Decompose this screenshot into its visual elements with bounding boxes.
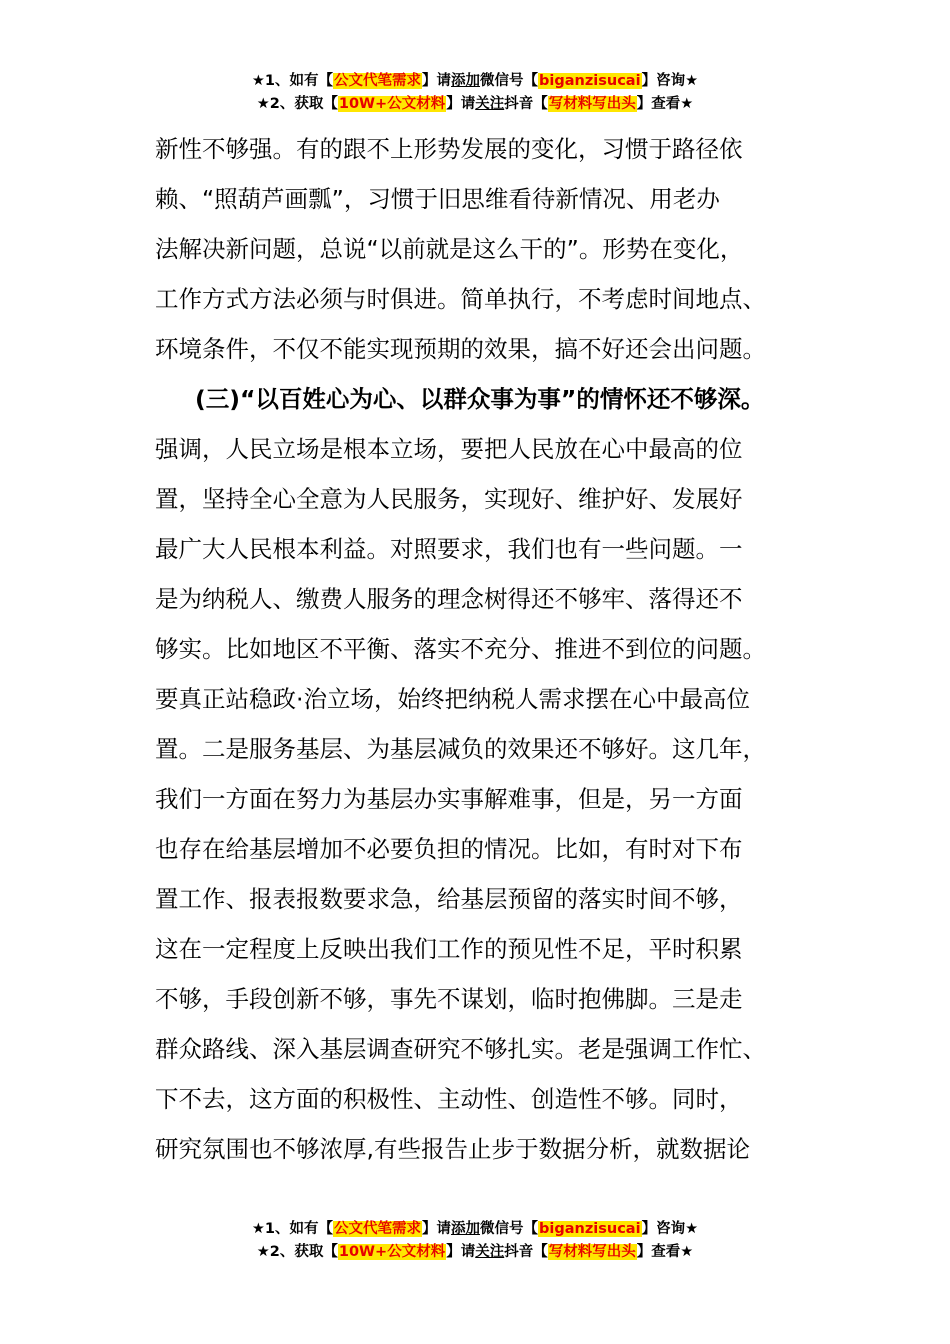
body-line: 强调，人民立场是根本立场，要把人民放在心中最高的位: [155, 435, 743, 463]
body-line: 工作方式方法必须与时俱进。简单执行，不考虑时间地点、: [155, 285, 766, 313]
body-line: 置工作、报表报数要求急，给基层预留的落实时间不够，: [155, 885, 743, 913]
body-line: 新性不够强。有的跟不上形势发展的变化，习惯于路径依: [155, 135, 743, 163]
banner-text: 抖音【: [504, 1244, 548, 1260]
body-line: 也存在给基层增加不必要负担的情况。比如，有时对下布: [155, 835, 743, 863]
banner-line-2: [0, 1241, 950, 1264]
banner-text: 微信号【: [480, 1221, 539, 1237]
banner-text: 】咨询★: [641, 73, 699, 89]
footer-banner: [0, 1218, 950, 1264]
banner-line-1: [0, 1218, 950, 1241]
body-line: 是为纳税人、缴费人服务的理念树得还不够牢、落得还不: [155, 585, 743, 613]
highlight-douyin-account: 写材料写出头: [548, 96, 636, 112]
body-line: 法解决新问题，总说“以前就是这么干的”。形势在变化，: [155, 235, 744, 263]
banner-text: ★1、如有【: [251, 73, 334, 89]
body-line: 置。二是服务基层、为基层减负的效果还不够好。这几年，: [155, 735, 766, 763]
body-line: 置，坚持全心全意为人民服务，实现好、维护好、发展好: [155, 485, 743, 513]
body-line: 群众路线、深入基层调查研究不够扎实。老是强调工作忙、: [155, 1035, 766, 1063]
highlight-materials: 10W+公文材料: [338, 1244, 446, 1260]
banner-text: ★2、获取【: [256, 1244, 338, 1260]
banner-text: 抖音【: [504, 96, 548, 112]
section-heading: (三)“以百姓心为心、以群众事为事”的情怀还不够深。: [195, 385, 765, 413]
banner-text-underlined: 关注: [475, 1244, 505, 1260]
banner-text: 】查看★: [636, 1244, 694, 1260]
highlight-douyin-account: 写材料写出头: [548, 1244, 636, 1260]
body-line: 研究氛围也不够浓厚,有些报告止步于数据分析，就数据论: [155, 1135, 750, 1163]
banner-line-1: [0, 70, 950, 93]
banner-text: 】请: [422, 73, 452, 89]
banner-text: 】查看★: [636, 96, 694, 112]
body-line: 最广大人民根本利益。对照要求，我们也有一些问题。一: [155, 535, 743, 563]
body-line: 够实。比如地区不平衡、落实不充分、推进不到位的问题。: [155, 635, 766, 663]
banner-text: 】请: [446, 96, 476, 112]
banner-text: 微信号【: [480, 73, 539, 89]
banner-line-2: [0, 93, 950, 116]
banner-text: 】咨询★: [641, 1221, 699, 1237]
body-line: 赖、“照葫芦画瓢”，习惯于旧思维看待新情况、用老办: [155, 185, 720, 213]
highlight-wechat-id: biganzisucai: [539, 73, 641, 89]
body-line: 下不去，这方面的积极性、主动性、创造性不够。同时，: [155, 1085, 743, 1113]
banner-text: ★1、如有【: [251, 1221, 334, 1237]
highlight-materials: 10W+公文材料: [338, 96, 446, 112]
body-line: 不够，手段创新不够，事先不谋划，临时抱佛脚。三是走: [155, 985, 743, 1013]
body-line: 这在一定程度上反映出我们工作的预见性不足，平时积累: [155, 935, 743, 963]
body-line: 我们一方面在努力为基层办实事解难事，但是，另一方面: [155, 785, 743, 813]
banner-text-underlined: 添加: [451, 1221, 481, 1237]
banner-text: ★2、获取【: [256, 96, 338, 112]
banner-text-underlined: 关注: [475, 96, 505, 112]
banner-text: 】请: [446, 1244, 476, 1260]
banner-text-underlined: 添加: [451, 73, 481, 89]
highlight-service: 公文代笔需求: [334, 1221, 422, 1237]
header-banner: [0, 70, 950, 116]
body-line: 要真正站稳政·治立场，始终把纳税人需求摆在心中最高位: [155, 685, 750, 713]
body-line: 环境条件，不仅不能实现预期的效果，搞不好还会出问题。: [155, 335, 766, 363]
banner-text: 】请: [422, 1221, 452, 1237]
highlight-wechat-id: biganzisucai: [539, 1221, 641, 1237]
highlight-service: 公文代笔需求: [334, 73, 422, 89]
document-body: [155, 124, 815, 1174]
